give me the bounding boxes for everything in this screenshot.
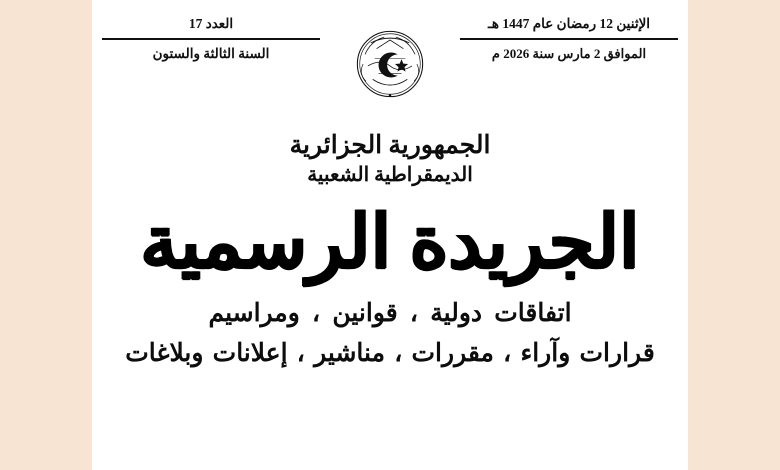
republic-line-1: الجمهورية الجزائرية (289, 132, 491, 159)
journal-subtitle-secondary: قرارات وآراء ، مقررات ، مناشير ، إعلانات وبلاغات (125, 340, 655, 368)
masthead-issue-block (102, 14, 320, 64)
algeria-national-emblem-icon (342, 16, 438, 112)
emblem-container (335, 14, 445, 112)
masthead-divider-left (102, 38, 320, 40)
gregorian-date: الموافق 2 مارس سنة 2026 م (491, 45, 647, 61)
journal-subtitle-primary: اتفاقات دولية ، قوانين ، ومراسيم (208, 300, 572, 328)
masthead-date-block (460, 14, 678, 64)
issue-year: السنة الثالثة والستون (152, 45, 270, 61)
issue-number: العدد 17 (188, 16, 234, 31)
journal-title: الجريدة الرسمية (140, 202, 640, 285)
masthead (92, 0, 688, 118)
republic-name (92, 130, 688, 188)
republic-line-2: الديمقراطية الشعبية (307, 164, 473, 187)
center-title-block (92, 130, 688, 368)
hijri-date: الإثنين 12 رمضان عام 1447 هـ (487, 16, 651, 31)
masthead-divider-right (460, 38, 678, 40)
